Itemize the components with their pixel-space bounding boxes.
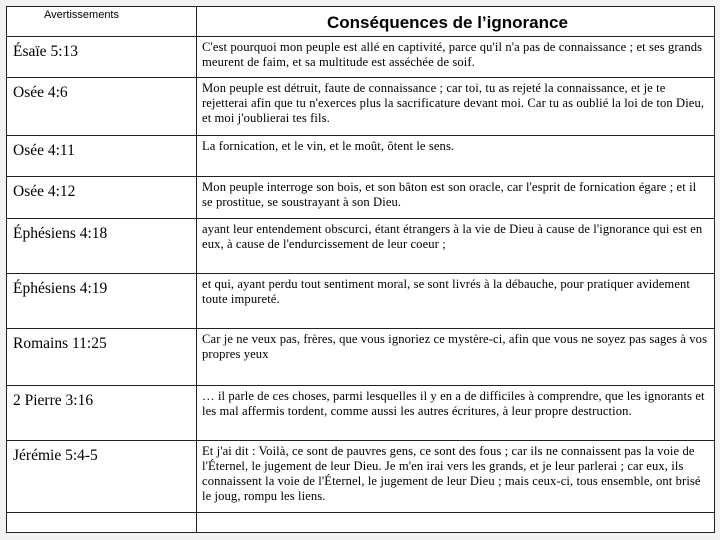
empty-cell bbox=[197, 513, 715, 533]
verse-text: … il parle de ces choses, parmi lesquelles il y en a de difficiles à comprendre, que les ignorants et les mal affermis tordent, comme aussi les autres écritures, à leur propre destruction. bbox=[197, 386, 715, 441]
verse-text: La fornication, et le vin, et le moût, ôtent le sens. bbox=[197, 136, 715, 177]
table-row bbox=[7, 441, 715, 513]
empty-cell bbox=[7, 513, 197, 533]
table-row bbox=[7, 136, 715, 177]
verse-text: C'est pourquoi mon peuple est allé en captivité, parce qu'il n'a pas de connaissance ; et ses grands meurent de faim, et sa multitude est asséchée de soif. bbox=[197, 37, 715, 78]
table-row bbox=[7, 37, 715, 78]
verse-reference: Romains 11:25 bbox=[7, 329, 197, 386]
verses-table bbox=[6, 6, 715, 533]
verse-reference: Osée 4:12 bbox=[7, 177, 197, 219]
header-row bbox=[7, 7, 715, 37]
verse-reference: Éphésiens 4:18 bbox=[7, 219, 197, 274]
verse-text: ayant leur entendement obscurci, étant étrangers à la vie de Dieu à cause de l'ignorance qui est en eux, à cause de l'endurcissement de leur coeur ; bbox=[197, 219, 715, 274]
verse-reference: Ésaïe 5:13 bbox=[7, 37, 197, 78]
verse-reference: Osée 4:11 bbox=[7, 136, 197, 177]
verse-reference: Éphésiens 4:19 bbox=[7, 274, 197, 329]
table-row bbox=[7, 219, 715, 274]
verse-text: Et j'ai dit : Voilà, ce sont de pauvres gens, ce sont des fous ; car ils ne connaissent pas la voie de l'Éternel, le jugement de leur Dieu. Je m'en irai vers les grands, et je leur parlerai ; car eux, ils connaissent la voie de l'Éternel, le jugement de leur Dieu ; mais ceux-ci, tous ensemble, ont brisé le joug, rompu les liens. bbox=[197, 441, 715, 513]
header-consequences: Conséquences de l’ignorance bbox=[197, 7, 715, 37]
verse-reference: Jérémie 5:4-5 bbox=[7, 441, 197, 513]
table-row bbox=[7, 386, 715, 441]
verse-text: Mon peuple interroge son bois, et son bâton est son oracle, car l'esprit de fornication égare ; et il se prostitue, se soustrayant à son Dieu. bbox=[197, 177, 715, 219]
verse-reference: 2 Pierre 3:16 bbox=[7, 386, 197, 441]
table-row-empty bbox=[7, 513, 715, 533]
table-row bbox=[7, 78, 715, 136]
table-row bbox=[7, 329, 715, 386]
verse-text: Car je ne veux pas, frères, que vous ignoriez ce mystère-ci, afin que vous ne soyez pas sages à vos propres yeux bbox=[197, 329, 715, 386]
table-row bbox=[7, 177, 715, 219]
header-warnings: Avertissements bbox=[7, 7, 197, 37]
table-row bbox=[7, 274, 715, 329]
verse-text: Mon peuple est détruit, faute de connaissance ; car toi, tu as rejeté la connaissance, et je te rejetterai afin que tu n'exerces plus la sacrificature devant moi. Car tu as oublié la loi de ton Dieu, et moi j'oublierai tes fils. bbox=[197, 78, 715, 136]
verse-text: et qui, ayant perdu tout sentiment moral, se sont livrés à la débauche, pour pratiquer avidement toute impureté. bbox=[197, 274, 715, 329]
verse-reference: Osée 4:6 bbox=[7, 78, 197, 136]
